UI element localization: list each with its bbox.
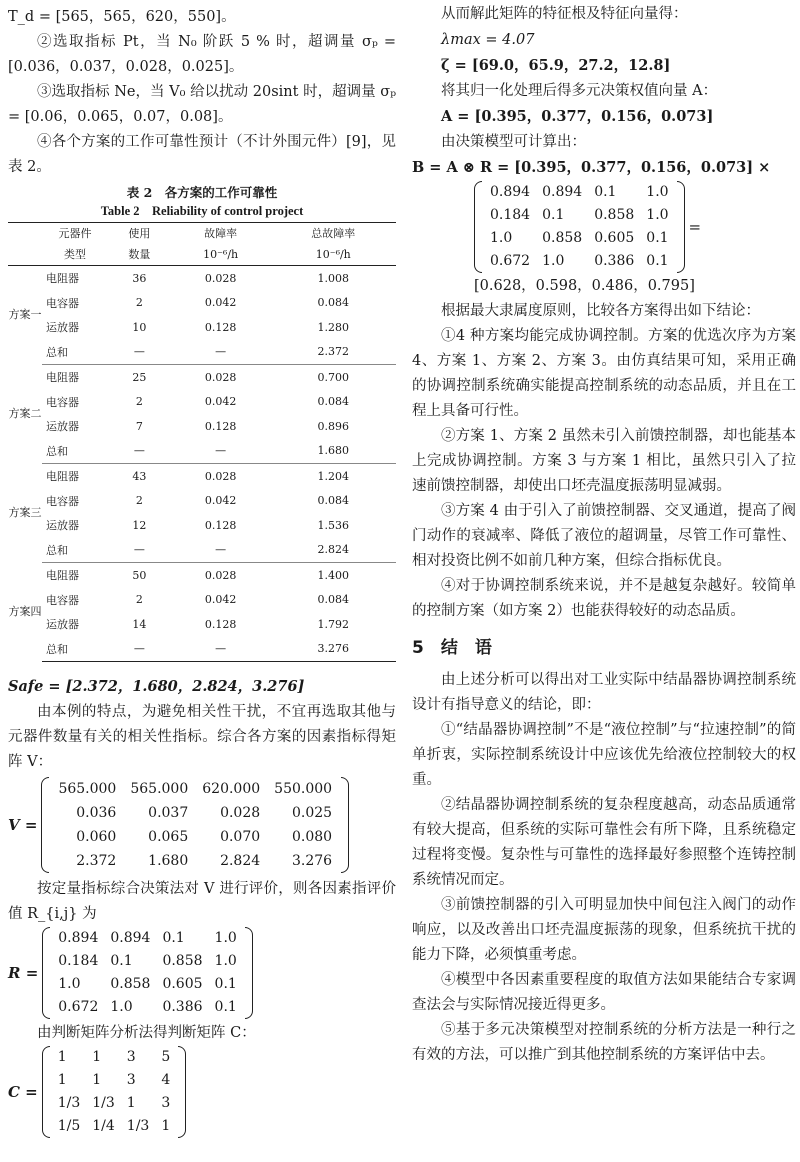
- table-cell: 50: [132, 568, 147, 582]
- table-cell: 0.042: [204, 494, 237, 508]
- matrix-cell: 0.672: [490, 253, 531, 269]
- matrix-row: [484, 250, 675, 273]
- matrix-row: [52, 1115, 177, 1138]
- scheme-label: 方案四: [8, 605, 42, 618]
- matrix-v-label: V =: [8, 816, 38, 834]
- conclusion-3: ③方案 4 由于引入了前馈控制器、交叉通道，提高了阀门动作的衰减率、降低了液位的超调量，尽管工作可靠性、相对投资比例不如前几种方案，但综合指标优良。: [412, 503, 796, 569]
- a-vector-line: A = [0.395，0.377，0.156，0.073]: [441, 108, 714, 125]
- matrix-row: [51, 801, 339, 825]
- table-cell: 2: [135, 494, 143, 508]
- summary-3: ③前馈控制器的引入可明显加快中间包注入阀门的动作响应，以及改善出口坯壳温度振荡的现象，但系统抗干扰的能力下降，必须慎重考虑。: [412, 897, 796, 963]
- table-cell: 电阻器: [46, 569, 79, 583]
- matrix-row: [52, 973, 243, 996]
- table-cell: 12: [132, 518, 147, 532]
- summary-4: ④模型中各因素重要程度的取值方法如果能结合专家调查法会与实际情况接近得更多。: [412, 972, 796, 1013]
- paragraph-reliability: ④各个方案的工作可靠性预计（不计外围元件）[9]，见表 2。: [8, 134, 396, 175]
- matrix-cell: 1/3: [92, 1095, 115, 1111]
- table-row: [8, 637, 396, 662]
- paragraph-ne: ③选取指标 Ne，当 V₀ 给以扰动 20sint 时，超调量 σₚ = [0.06，0.065，0.07，0.08]。: [8, 84, 396, 125]
- table-row: [8, 266, 396, 291]
- matrix-cell: 0.894: [542, 184, 583, 200]
- table-row: [8, 538, 396, 563]
- table-cell: 7: [135, 419, 143, 433]
- table-cell: 运放器: [46, 321, 79, 335]
- matrix-cell: 0.060: [76, 829, 117, 845]
- table-cell: 运放器: [46, 618, 79, 632]
- matrix-cell: 4: [161, 1072, 171, 1088]
- matrix-cell: 1: [161, 1118, 171, 1134]
- matrix-cell: 1.0: [542, 253, 565, 269]
- matrix-cell: 0.036: [76, 805, 117, 821]
- table-cell: 电容器: [46, 395, 79, 409]
- header-count: 使用: [108, 223, 171, 245]
- matrix-cell: 1.0: [646, 207, 669, 223]
- table-row: [8, 315, 396, 340]
- matrix-cell: 1.0: [214, 930, 237, 946]
- conclusion-1: ①4 种方案均能完成协调控制。方案的优选次序为方案 4、方案 1、方案 2、方案 3。由仿真结果可知，采用正确的协调控制系统确实能提高控制系统的动态品质，并且在工程上具备可行性。: [412, 328, 796, 419]
- matrix-row: [484, 204, 675, 227]
- table-cell: 0.028: [204, 271, 237, 285]
- matrix-cell: 0.1: [110, 953, 133, 969]
- table-cell: 电容器: [46, 296, 79, 310]
- table-cell: 1.400: [317, 568, 350, 582]
- matrix-cell: 0.184: [490, 207, 531, 223]
- matrix-cell: 0.858: [594, 207, 635, 223]
- paragraph-eigen: 从而解此矩阵的特征根及特征向量得：: [441, 6, 688, 22]
- section-heading: 5 结 语: [412, 638, 492, 658]
- table-cell: —: [108, 439, 171, 464]
- reliability-table: 元器件 使用 故障率 总故障率 类型 数量 10⁻⁶/h 10⁻⁶/h 方案一 电阻器 36 0.028 1.008 电容器 2 0.042 0.084 运放器 10 0.128 1.280 总和 — — 2.372 方案二 电阻器 25 0.028 0.700 电容器 2 0.042 0.084 运放器 7 0.128 0.896 总和 — — 1.680 方案三 电阻器 43 0.028 1.204 电容器 2 0.042 0.084 运放器 12 0.128 1.536 总和 — — 2.824 方案四 电阻器 50 0.028 1.400 电容器 2 0.042 0.084 运放器 14 0.128 1.792 总和 — — 3.276: [8, 222, 396, 662]
- matrix-row: [51, 777, 339, 801]
- table-row: [8, 489, 396, 514]
- matrix-c: [42, 1046, 187, 1138]
- matrix-cell: 1.680: [148, 853, 189, 869]
- table-row: [8, 563, 396, 588]
- matrix-cell: 0.070: [220, 829, 261, 845]
- b-equation-line: B = A ⊗ R = [0.395，0.377，0.156，0.073] ×: [412, 159, 771, 176]
- table-cell: 1.280: [317, 320, 350, 334]
- matrix-row: [52, 1092, 177, 1115]
- matrix-cell: 0.858: [542, 230, 583, 246]
- matrix-cell: 0.1: [214, 976, 237, 992]
- matrix-cell: 0.080: [291, 829, 333, 845]
- matrix-cell: 0.1: [594, 184, 617, 200]
- paragraph-matrix-c: 由判断矩阵分析法得判断矩阵 C：: [37, 1025, 256, 1041]
- table-cell: 电阻器: [46, 371, 79, 385]
- td-line: T_d = [565，565，620，550]。: [8, 9, 236, 25]
- table-cell: —: [171, 538, 271, 563]
- matrix-cell: 1.0: [110, 999, 133, 1015]
- matrix-row: [51, 825, 339, 849]
- safe-line: Safe = [2.372，1.680，2.824，3.276]: [8, 678, 305, 695]
- matrix-c-label: C =: [8, 1083, 38, 1101]
- matrix-cell: 0.386: [594, 253, 635, 269]
- matrix-r-label: R =: [8, 964, 39, 982]
- matrix-cell: 0.1: [646, 230, 669, 246]
- table-cell: 25: [132, 370, 147, 384]
- table-caption-en: Table 2 Reliability of control project: [100, 204, 304, 218]
- header-type: 元器件: [42, 223, 108, 245]
- matrix-cell: 1/4: [92, 1118, 115, 1134]
- matrix-row: [484, 227, 675, 250]
- table-cell: 0.084: [317, 494, 350, 508]
- table-row: [8, 340, 396, 365]
- matrix-cell: 1: [92, 1072, 102, 1088]
- b-result-line: [0.628，0.598，0.486，0.795]: [474, 278, 695, 294]
- paragraph-model: 由决策模型可计算出：: [441, 134, 586, 150]
- table-cell: —: [108, 637, 171, 662]
- matrix-cell: 0.894: [110, 930, 151, 946]
- table-cell: 电阻器: [46, 272, 79, 286]
- table-row: [8, 464, 396, 489]
- table-cell: 1.792: [317, 617, 350, 631]
- matrix-cell: 0.1: [214, 999, 237, 1015]
- table-cell: 0.128: [204, 617, 237, 631]
- table-cell: 运放器: [46, 519, 79, 533]
- matrix-cell: 0.037: [148, 805, 189, 821]
- table-cell: 总和: [42, 340, 108, 365]
- matrix-cell: 0.065: [148, 829, 189, 845]
- matrix-r-block: [8, 927, 396, 1019]
- table-cell: 0.042: [204, 395, 237, 409]
- matrix-row: [51, 849, 339, 873]
- matrix-cell: 1/5: [57, 1118, 81, 1134]
- matrix-cell: 2.824: [220, 853, 261, 869]
- matrix-cell: 3.276: [291, 853, 333, 869]
- matrix-cell: 0.858: [110, 976, 151, 992]
- table-cell: 0.028: [204, 370, 237, 384]
- zeta-line: ζ = [69.0，65.9，27.2，12.8]: [441, 57, 671, 74]
- matrix-cell: 565.000: [130, 781, 189, 797]
- table-cell: 0.896: [317, 419, 350, 433]
- matrix-row: [484, 181, 675, 204]
- table-cell: 运放器: [46, 420, 79, 434]
- matrix-cell: 3: [161, 1095, 171, 1111]
- matrix-cell: 3: [126, 1049, 136, 1065]
- matrix-cell: 5: [161, 1049, 171, 1065]
- matrix-v: [41, 777, 349, 873]
- table-cell: 0.700: [317, 370, 350, 384]
- matrix-cell: 1.0: [646, 184, 669, 200]
- header-total: 总故障率: [271, 223, 396, 245]
- table-row: [8, 439, 396, 464]
- table-cell: —: [108, 340, 171, 365]
- table-cell: 2: [135, 296, 143, 310]
- table-cell: 0.028: [204, 469, 237, 483]
- table-cell: 电容器: [46, 494, 79, 508]
- table-cell: 0.042: [204, 296, 237, 310]
- matrix-cell: 0.672: [58, 999, 99, 1015]
- matrix-cell: 1: [126, 1095, 136, 1111]
- paragraph-matrix-v: 由本例的特点，为避免相关性干扰，不宜再选取其他与元器件数量有关的相关性指标。综合各方案的因素指标得矩阵 V：: [8, 704, 396, 770]
- table-cell: 总和: [42, 637, 108, 662]
- matrix-cell: 0.386: [162, 999, 203, 1015]
- matrix-r2-block: 0.894 0.894 0.1 1.0 0.184 0.1 0.858 1.0 1.0 0.858 0.605 0.1 0.672 1.0 0.386 0.1 =: [474, 181, 796, 273]
- table-cell: 0.128: [204, 518, 237, 532]
- table-cell: 2.824: [271, 538, 396, 563]
- matrix-row: [52, 950, 243, 973]
- matrix-cell: 0.605: [162, 976, 203, 992]
- table-cell: 0.084: [317, 395, 350, 409]
- matrix-cell: 0.858: [162, 953, 203, 969]
- table-cell: 36: [132, 271, 147, 285]
- table-cell: —: [108, 538, 171, 563]
- table-cell: 2.372: [271, 340, 396, 365]
- scheme-label: 方案三: [8, 506, 42, 519]
- table-cell: 0.084: [317, 593, 350, 607]
- paragraph-pt: ②选取指标 Pt，当 N₀ 阶跃 5 % 时，超调量 σₚ = [0.036，0.037，0.028，0.025]。: [8, 34, 396, 75]
- matrix-cell: 0.605: [594, 230, 635, 246]
- matrix-cell: 0.184: [58, 953, 99, 969]
- table-caption-cn: 表 2 各方案的工作可靠性: [126, 185, 278, 200]
- matrix-cell: 0.028: [220, 805, 261, 821]
- summary-intro: 由上述分析可以得出对工业实际中结晶器协调控制系统设计有指导意义的结论，即：: [412, 672, 796, 713]
- matrix-cell: 0.025: [291, 805, 333, 821]
- table-cell: 14: [132, 617, 147, 631]
- table-row: [8, 414, 396, 439]
- matrix-r-repeat: [474, 181, 685, 273]
- matrix-cell: 565.000: [58, 781, 117, 797]
- table-cell: 2: [135, 593, 143, 607]
- table-cell: 0.084: [317, 296, 350, 310]
- table-cell: 0.128: [204, 320, 237, 334]
- matrix-cell: 0.894: [490, 184, 531, 200]
- right-column: [412, 0, 796, 1068]
- matrix-cell: 0.1: [162, 930, 185, 946]
- matrix-cell: 1.0: [490, 230, 513, 246]
- left-column: [8, 0, 396, 1138]
- table-cell: 总和: [42, 538, 108, 563]
- matrix-v-block: [8, 777, 396, 873]
- table-cell: 3.276: [271, 637, 396, 662]
- table-cell: —: [171, 340, 271, 365]
- table-cell: 0.042: [204, 593, 237, 607]
- matrix-row: [52, 1069, 177, 1092]
- matrix-row: [52, 1046, 177, 1069]
- table-row: [8, 291, 396, 316]
- table-row: [8, 612, 396, 637]
- table-row: [8, 513, 396, 538]
- table-row: [8, 365, 396, 390]
- matrix-cell: 1: [92, 1049, 102, 1065]
- paragraph-matrix-r: 按定量指标综合决策法对 V 进行评价，则各因素指评价值 R_{i,j} 为: [8, 881, 396, 922]
- matrix-cell: 1/3: [57, 1095, 81, 1111]
- matrix-cell: 0.1: [542, 207, 565, 223]
- table-cell: 电容器: [46, 593, 79, 607]
- table-cell: 总和: [42, 439, 108, 464]
- paragraph-normalize: 将其归一化处理后得多元决策权值向量 A：: [441, 83, 718, 99]
- matrix-c-block: [8, 1046, 396, 1138]
- scheme-label: 方案二: [8, 407, 42, 420]
- matrix-cell: 550.000: [274, 781, 333, 797]
- matrix-r: [42, 927, 253, 1019]
- summary-5: ⑤基于多元决策模型对控制系统的分析方法是一种行之有效的方法，可以推广到其他控制系统的方案评估中去。: [412, 1022, 796, 1063]
- matrix-cell: 1/3: [126, 1118, 150, 1134]
- lambda-line: λmax = 4.07: [441, 32, 535, 48]
- summary-1: ①“结晶器协调控制”不是“液位控制”与“拉速控制”的简单折衷，实际控制系统设计中应该优先给液位控制较大的权重。: [412, 722, 796, 788]
- summary-2: ②结晶器协调控制系统的复杂程度越高，动态品质通常有较大提高，但系统的实际可靠性会有所下降，且系统稳定过程将变慢。复杂性与可靠性的选择最好参照整个连铸控制系统情况而定。: [412, 797, 796, 888]
- table-cell: —: [171, 637, 271, 662]
- table-cell: 2: [135, 395, 143, 409]
- matrix-row: [52, 996, 243, 1019]
- table-cell: 1.204: [317, 469, 350, 483]
- table-cell: 43: [132, 469, 147, 483]
- matrix-cell: 620.000: [202, 781, 261, 797]
- table-cell: 0.028: [204, 568, 237, 582]
- matrix-cell: 1.0: [214, 953, 237, 969]
- table-cell: 0.128: [204, 419, 237, 433]
- matrix-cell: 3: [126, 1072, 136, 1088]
- matrix-cell: 0.894: [58, 930, 99, 946]
- table-cell: 1.680: [271, 439, 396, 464]
- table-cell: 10: [132, 320, 147, 334]
- header-rate: 故障率: [171, 223, 271, 245]
- matrix-cell: 1: [57, 1049, 67, 1065]
- table-row: [8, 390, 396, 415]
- table-cell: 1.536: [317, 518, 350, 532]
- matrix-cell: 0.1: [646, 253, 669, 269]
- matrix-cell: 1: [57, 1072, 67, 1088]
- conclusion-4: ④对于协调控制系统来说，并不是越复杂越好。较简单的控制方案（如方案 2）也能获得较好的动态品质。: [412, 578, 796, 619]
- table-cell: —: [171, 439, 271, 464]
- table-cell: 1.008: [317, 271, 350, 285]
- matrix-cell: 2.372: [76, 853, 117, 869]
- table-row: [8, 588, 396, 613]
- reliability-table-body: [8, 266, 396, 662]
- matrix-cell: 1.0: [58, 976, 81, 992]
- scheme-label: 方案一: [8, 308, 42, 322]
- table-cell: 电阻器: [46, 470, 79, 484]
- paragraph-principle: 根据最大隶属度原则，比较各方案得出如下结论：: [441, 303, 760, 319]
- conclusion-2: ②方案 1、方案 2 虽然未引入前馈控制器，却也能基本上完成协调控制。方案 3 与方案 1 相比，虽然只引入了拉速前馈控制器，却使出口坯壳温度振荡明显减弱。: [412, 428, 796, 494]
- matrix-row: [52, 927, 243, 950]
